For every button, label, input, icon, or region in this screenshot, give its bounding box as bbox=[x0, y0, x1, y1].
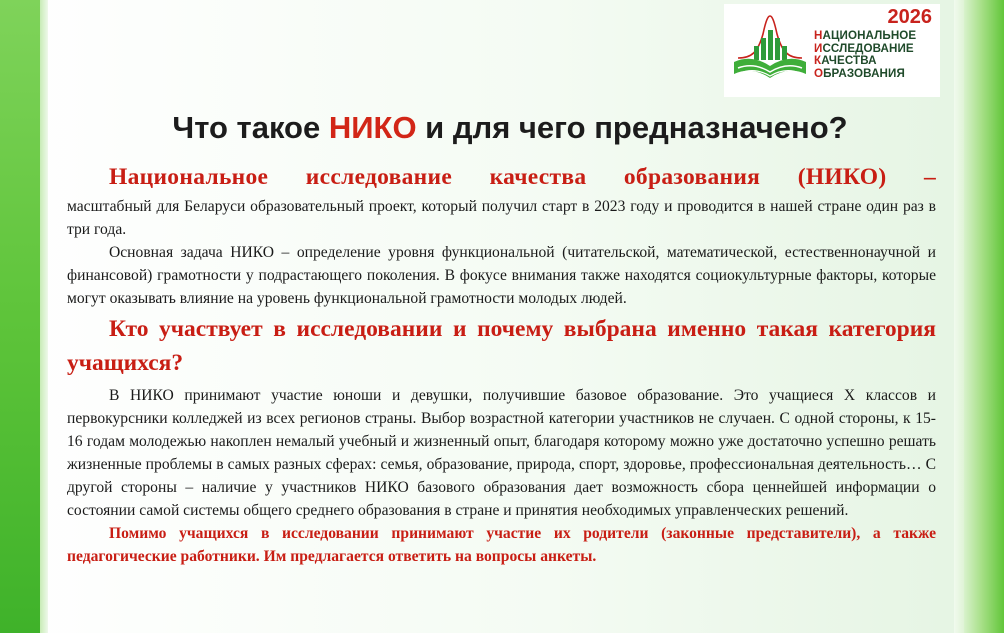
left-green-bar-fade bbox=[40, 0, 48, 633]
logo-line: НАЦИОНАЛЬНОЕ bbox=[814, 29, 917, 42]
section2-heading: Кто участвует в исследовании и почему выбрана именно такая категория учащихся? bbox=[67, 316, 936, 376]
logo-year: 2026 bbox=[887, 6, 932, 28]
right-green-bar-fade bbox=[954, 0, 964, 633]
right-green-bar bbox=[964, 0, 1004, 633]
section2-paragraph: В НИКО принимают участие юноши и девушки, получившие базовое образование. Это учащиеся X классов и первокурсники колледжей из всех регионов страны. Выбор возрастной категории участников не случаен. С одной стороны, к 15-16 годам молодежью накоплен немалый учебный и жизненный опыт, благодаря которому можно уже достаточно успешно решать жизненные проблемы в самых разных сферах: семья, образование, природа, спорт, здоровье, профессиональная деятельность… С другой стороны – наличие у участников НИКО базового образования дает возможность сбора ценнейшей информации о состоянии самой системы общего среднего образования в стране и принятия необходимых управленческих решений. bbox=[67, 387, 936, 519]
logo-line: ОБРАЗОВАНИЯ bbox=[814, 66, 905, 80]
title-highlight: НИКО bbox=[328, 110, 417, 145]
niko-logo bbox=[724, 4, 940, 97]
logo-line: КАЧЕСТВА bbox=[814, 54, 877, 68]
section2-note: Помимо учащихся в исследовании принимают участие их родители (законные представители), а также педагогические работники. Им предлагается ответить на вопросы анкеты. bbox=[67, 525, 936, 565]
section1-heading: Национальное исследование качества образования (НИКО) – bbox=[109, 164, 936, 190]
logo-line: ИССЛЕДОВАНИЕ bbox=[814, 41, 914, 55]
page-title: Что такое НИКО и для чего предназначено? bbox=[172, 110, 848, 145]
section1-paragraph: Основная задача НИКО – определение уровня функциональной (читательской, математической, естественнонаучной и финансовой) грамотности у подрастающего поколения. В фокусе внимания также находятся социокультурные факторы, которые могут оказывать влияние на уровень функциональной грамотности молодых людей. bbox=[67, 244, 936, 307]
left-green-bar bbox=[0, 0, 40, 633]
open-book-chart-icon bbox=[730, 12, 810, 92]
section1-lead: масштабный для Беларуси образовательный проект, который получил старт в 2023 году и проводится в нашей стране один раз в три года. bbox=[67, 198, 936, 238]
logo-text bbox=[814, 30, 938, 80]
main-content bbox=[67, 160, 936, 584]
